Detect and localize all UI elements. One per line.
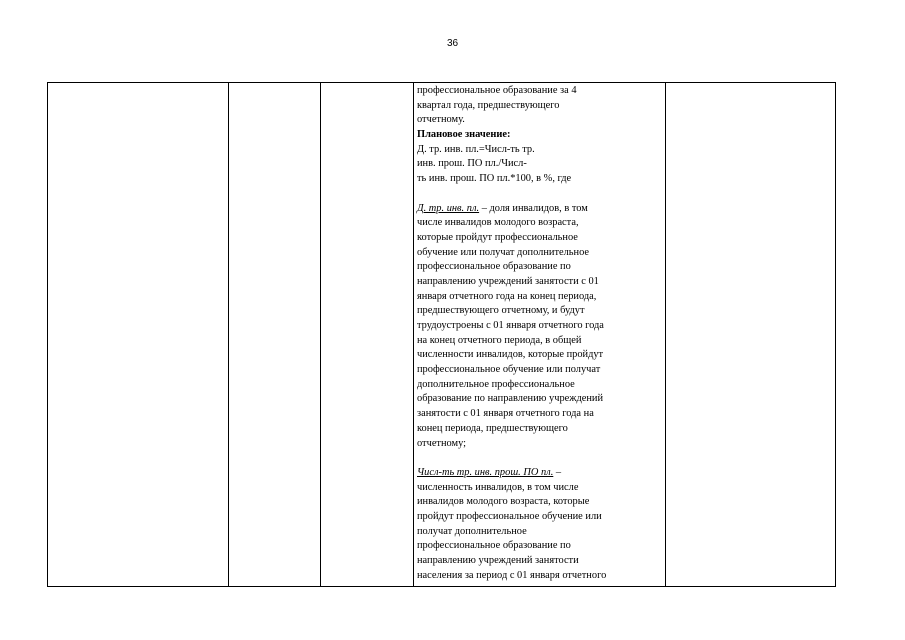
text-line: отчетному; (417, 437, 467, 449)
text-line: отчетному. (417, 114, 465, 126)
table-cell-empty (48, 83, 229, 587)
table-row (48, 83, 836, 587)
text-line: занятости с 01 января отчетного года на (417, 408, 594, 420)
table-cell-empty (666, 83, 836, 587)
definition-term: Числ-ть тр. инв. прош. ПО пл. (417, 466, 554, 478)
text-line: предшествующего отчетному, и будут (417, 305, 585, 317)
text-line: января отчетного года на конец периода, (417, 290, 597, 302)
text-line: профессиональное образование по (417, 540, 571, 552)
plan-value-heading: Плановое значение: (417, 129, 511, 141)
text-line: на конец отчетного периода, в общей (417, 334, 582, 346)
definition-text: – доля инвалидов, в том (479, 202, 588, 214)
text-line: получат дополнительное (417, 525, 527, 537)
text-line: профессиональное образование по (417, 261, 571, 273)
text-line: числе инвалидов молодого возраста, (417, 217, 579, 229)
text-line: обучение или получат дополнительное (417, 246, 590, 258)
text-line: направлению учреждений занятости с 01 (417, 275, 599, 287)
indicator-table (47, 82, 836, 587)
blank-line (417, 451, 662, 466)
table-cell-empty (229, 83, 321, 587)
formula-line: Д. тр. инв. пл.=Числ-ть тр. (417, 143, 535, 155)
definition-first-line (417, 466, 662, 481)
definition-term: Д. тр. инв. пл. (417, 202, 480, 214)
blank-line (417, 187, 662, 202)
formula-line: инв. прош. ПО пл./Числ- (417, 158, 527, 170)
text-line: квартал года, предшествующего (417, 99, 560, 111)
text-line: профессиональное обучение или получат (417, 364, 601, 376)
page-number: 36 (446, 38, 459, 49)
text-line: конец периода, предшествующего (417, 422, 568, 434)
formula-line: ть инв. прош. ПО пл.*100, в %, где (417, 173, 572, 185)
text-line: инвалидов молодого возраста, которые (417, 496, 590, 508)
definition-text: – (553, 466, 562, 478)
text-line: численность инвалидов, в том числе (417, 481, 579, 493)
text-line: которые пройдут профессиональное (417, 231, 578, 243)
text-line: направлению учреждений занятости (417, 555, 579, 566)
calculation-method-cell (414, 83, 666, 587)
text-line: дополнительное профессиональное (417, 378, 575, 390)
text-line: населения за период с 01 января отчетного (417, 569, 607, 581)
text-line: профессиональное образование за 4 (417, 85, 577, 96)
definition-first-line (417, 202, 662, 217)
table-cell-empty (321, 83, 414, 587)
text-line: образование по направлению учреждений (417, 393, 604, 405)
text-line: трудоустроены с 01 января отчетного года (417, 320, 604, 331)
text-line: пройдут профессиональное обучение или (417, 510, 602, 522)
calculation-method-text (414, 83, 665, 583)
text-line: численности инвалидов, которые пройдут (417, 349, 604, 361)
